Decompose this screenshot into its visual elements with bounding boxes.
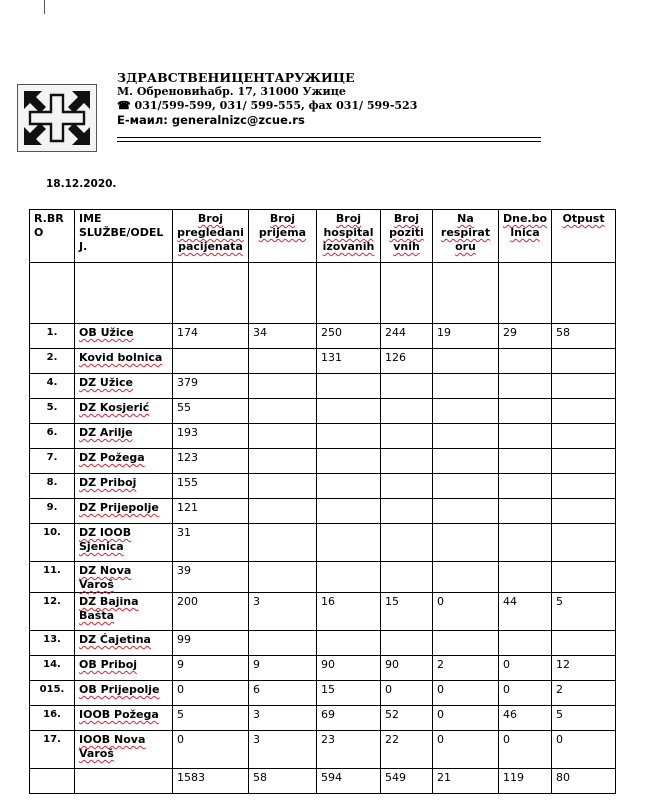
value-cell — [433, 631, 499, 656]
value-cell: 0 — [433, 706, 499, 731]
value-cell: 121 — [173, 499, 249, 524]
organization-name: ЗДРАВСТВЕНИЦЕНТАРУЖИЦЕ — [117, 70, 355, 85]
value-cell: 0 — [552, 731, 616, 769]
value-cell — [499, 349, 552, 374]
table-row — [30, 424, 616, 449]
row-number: 8. — [30, 474, 75, 499]
value-cell — [552, 449, 616, 474]
value-cell: 9 — [173, 656, 249, 681]
value-cell: 46 — [499, 706, 552, 731]
value-cell: 15 — [317, 681, 381, 706]
table-row — [30, 731, 616, 769]
row-number: 13. — [30, 631, 75, 656]
value-cell — [317, 399, 381, 424]
value-cell: 52 — [381, 706, 433, 731]
total-cell: 58 — [249, 769, 317, 794]
unit-name: DZ Prijepolje — [75, 499, 173, 524]
unit-name: DZ Bajina Bašta — [75, 593, 173, 631]
organization-phone — [117, 99, 547, 113]
row-number: 1. — [30, 324, 75, 349]
unit-name: DZ Užice — [75, 374, 173, 399]
header-rule-top — [117, 137, 541, 138]
table-row — [30, 324, 616, 349]
unit-name: DZ IOOB Sjenica — [75, 524, 173, 562]
value-cell — [499, 424, 552, 449]
value-cell — [499, 374, 552, 399]
table-row — [30, 681, 616, 706]
report-table — [29, 209, 616, 794]
value-cell — [433, 524, 499, 562]
unit-name: OB Priboj — [75, 656, 173, 681]
col-header-positive: Broj poziti vnih — [381, 210, 433, 263]
value-cell — [381, 424, 433, 449]
row-number: 5. — [30, 399, 75, 424]
col-header-examined: Broj pregledani pacijenata — [173, 210, 249, 263]
value-cell: 12 — [552, 656, 616, 681]
value-cell — [381, 562, 433, 593]
totals-row — [30, 769, 616, 794]
value-cell: 155 — [173, 474, 249, 499]
value-cell: 69 — [317, 706, 381, 731]
unit-name: OB Užice — [75, 324, 173, 349]
value-cell: 0 — [499, 731, 552, 769]
col-header-rbr: R.BR O — [30, 210, 75, 263]
value-cell — [317, 374, 381, 399]
value-cell: 174 — [173, 324, 249, 349]
value-cell — [552, 499, 616, 524]
value-cell: 3 — [249, 706, 317, 731]
value-cell — [433, 399, 499, 424]
total-cell: 119 — [499, 769, 552, 794]
value-cell: 29 — [499, 324, 552, 349]
value-cell — [249, 424, 317, 449]
phone-numbers: 031/599-599, 031/ 599-555, фах 031/ 599-523 — [134, 99, 418, 112]
value-cell — [552, 524, 616, 562]
value-cell — [499, 449, 552, 474]
value-cell: 0 — [381, 681, 433, 706]
value-cell: 0 — [433, 681, 499, 706]
unit-name: Kovid bolnica — [75, 349, 173, 374]
value-cell — [381, 474, 433, 499]
row-number: 11. — [30, 562, 75, 593]
value-cell — [499, 562, 552, 593]
value-cell: 5 — [552, 706, 616, 731]
row-number: 015. — [30, 681, 75, 706]
value-cell — [381, 524, 433, 562]
value-cell: 5 — [173, 706, 249, 731]
table-row — [30, 593, 616, 631]
value-cell — [552, 349, 616, 374]
value-cell: 131 — [317, 349, 381, 374]
value-cell: 99 — [173, 631, 249, 656]
value-cell: 9 — [249, 656, 317, 681]
row-number: 4. — [30, 374, 75, 399]
unit-name: DZ Nova Varoš — [75, 562, 173, 593]
table-row — [30, 449, 616, 474]
value-cell: 193 — [173, 424, 249, 449]
table-row — [30, 706, 616, 731]
value-cell — [249, 524, 317, 562]
value-cell — [249, 474, 317, 499]
row-number: 9. — [30, 499, 75, 524]
value-cell — [249, 349, 317, 374]
value-cell — [499, 631, 552, 656]
value-cell — [552, 399, 616, 424]
value-cell: 55 — [173, 399, 249, 424]
value-cell: 6 — [249, 681, 317, 706]
value-cell: 39 — [173, 562, 249, 593]
table-row — [30, 524, 616, 562]
value-cell: 2 — [552, 681, 616, 706]
empty-row — [30, 263, 616, 324]
value-cell — [499, 499, 552, 524]
value-cell: 244 — [381, 324, 433, 349]
value-cell — [317, 562, 381, 593]
value-cell — [552, 631, 616, 656]
row-number: 17. — [30, 731, 75, 769]
telephone-icon: ☎ — [117, 99, 131, 112]
value-cell — [317, 449, 381, 474]
unit-name: DZ Kosjerić — [75, 399, 173, 424]
value-cell: 123 — [173, 449, 249, 474]
health-center-logo — [17, 84, 97, 152]
report-date: 18.12.2020. — [46, 178, 117, 190]
total-cell: 21 — [433, 769, 499, 794]
value-cell — [552, 562, 616, 593]
cross-arrows-icon — [18, 85, 96, 151]
value-cell: 379 — [173, 374, 249, 399]
value-cell — [499, 399, 552, 424]
value-cell — [249, 499, 317, 524]
value-cell — [552, 474, 616, 499]
value-cell — [249, 399, 317, 424]
col-header-admissions: Broj prijema — [249, 210, 317, 263]
value-cell — [249, 631, 317, 656]
value-cell: 126 — [381, 349, 433, 374]
value-cell: 15 — [381, 593, 433, 631]
value-cell: 90 — [381, 656, 433, 681]
row-number: 7. — [30, 449, 75, 474]
value-cell: 0 — [499, 681, 552, 706]
value-cell: 0 — [433, 731, 499, 769]
value-cell: 19 — [433, 324, 499, 349]
row-number: 10. — [30, 524, 75, 562]
row-number: 16. — [30, 706, 75, 731]
value-cell — [552, 374, 616, 399]
unit-name: OB Prijepolje — [75, 681, 173, 706]
value-cell: 31 — [173, 524, 249, 562]
value-cell: 23 — [317, 731, 381, 769]
value-cell — [433, 349, 499, 374]
value-cell — [317, 424, 381, 449]
value-cell: 0 — [433, 593, 499, 631]
value-cell — [381, 499, 433, 524]
table-row — [30, 562, 616, 593]
value-cell: 200 — [173, 593, 249, 631]
value-cell — [499, 524, 552, 562]
table-row — [30, 399, 616, 424]
unit-name: IOOB Nova Varoš — [75, 731, 173, 769]
text-cursor — [44, 0, 45, 14]
unit-name: DZ Priboj — [75, 474, 173, 499]
value-cell — [433, 562, 499, 593]
unit-name: DZ Arilje — [75, 424, 173, 449]
header-row — [30, 210, 616, 263]
value-cell — [381, 449, 433, 474]
value-cell — [249, 374, 317, 399]
col-header-hospitalized: Broj hospital izovanih — [317, 210, 381, 263]
row-number: 12. — [30, 593, 75, 631]
value-cell: 3 — [249, 731, 317, 769]
col-header-name: IME SLUŽBE/ODEL J. — [75, 210, 173, 263]
col-header-respirator: Na respirat oru — [433, 210, 499, 263]
value-cell — [499, 474, 552, 499]
table-row — [30, 349, 616, 374]
table-row — [30, 631, 616, 656]
unit-name: DZ Ćajetina — [75, 631, 173, 656]
value-cell: 16 — [317, 593, 381, 631]
value-cell: 250 — [317, 324, 381, 349]
value-cell — [249, 449, 317, 474]
value-cell: 22 — [381, 731, 433, 769]
value-cell — [381, 399, 433, 424]
value-cell — [317, 631, 381, 656]
total-cell: 594 — [317, 769, 381, 794]
row-number: 14. — [30, 656, 75, 681]
unit-name: DZ Požega — [75, 449, 173, 474]
unit-name: IOOB Požega — [75, 706, 173, 731]
table-row — [30, 656, 616, 681]
value-cell: 0 — [173, 731, 249, 769]
value-cell — [317, 474, 381, 499]
value-cell — [433, 374, 499, 399]
total-cell: 1583 — [173, 769, 249, 794]
total-cell: 80 — [552, 769, 616, 794]
value-cell: 34 — [249, 324, 317, 349]
value-cell: 0 — [499, 656, 552, 681]
value-cell — [381, 374, 433, 399]
table-row — [30, 499, 616, 524]
organization-email: Е-маил: generalnizc@zcue.rs — [117, 113, 305, 127]
col-header-discharge: Otpust — [552, 210, 616, 263]
row-number: 6. — [30, 424, 75, 449]
value-cell: 90 — [317, 656, 381, 681]
col-header-day-hospital: Dne.bo lnica — [499, 210, 552, 263]
value-cell — [433, 499, 499, 524]
value-cell — [317, 499, 381, 524]
value-cell — [433, 424, 499, 449]
value-cell: 2 — [433, 656, 499, 681]
total-cell: 549 — [381, 769, 433, 794]
value-cell: 0 — [173, 681, 249, 706]
value-cell: 44 — [499, 593, 552, 631]
value-cell — [173, 349, 249, 374]
row-number: 2. — [30, 349, 75, 374]
value-cell — [552, 424, 616, 449]
organization-address: М. Обреновићабр. 17, 31000 Ужице — [117, 85, 346, 98]
value-cell — [433, 474, 499, 499]
value-cell: 5 — [552, 593, 616, 631]
letterhead — [117, 70, 547, 128]
value-cell — [317, 524, 381, 562]
value-cell: 3 — [249, 593, 317, 631]
table-row — [30, 474, 616, 499]
value-cell: 58 — [552, 324, 616, 349]
value-cell — [249, 562, 317, 593]
value-cell — [433, 449, 499, 474]
header-rule-bottom — [117, 141, 541, 142]
value-cell — [381, 631, 433, 656]
table-row — [30, 374, 616, 399]
